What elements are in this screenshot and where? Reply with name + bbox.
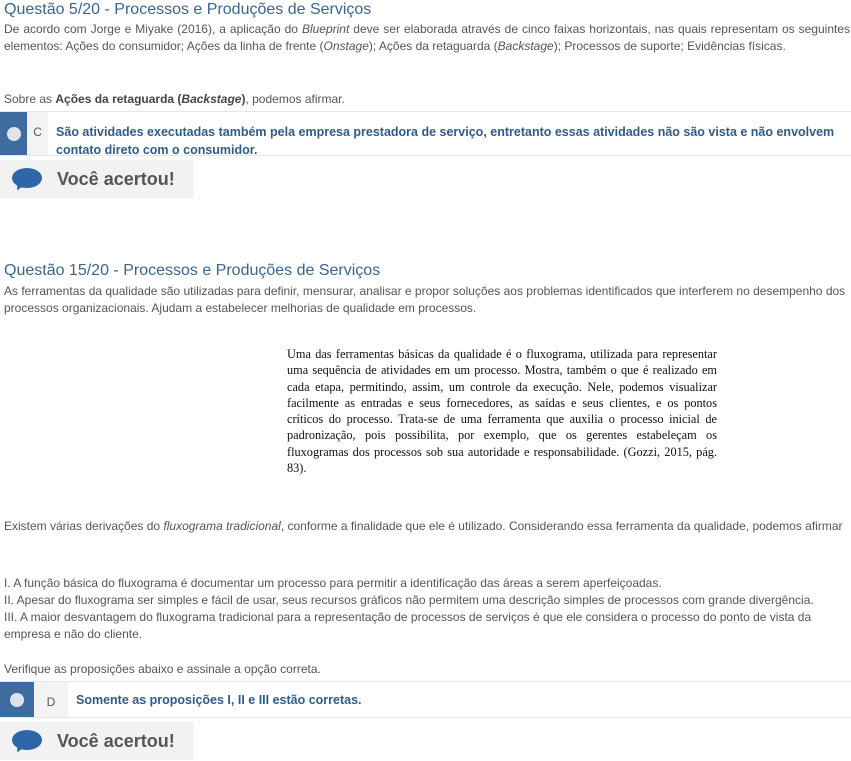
question-5-answer-option[interactable] bbox=[0, 111, 851, 156]
answer-radio[interactable] bbox=[0, 112, 27, 155]
prompt-text: , podemos afirmar. bbox=[245, 92, 345, 106]
answer-letter: D bbox=[34, 682, 68, 717]
radio-selected-icon bbox=[7, 127, 21, 141]
question-15-intro: As ferramentas da qualidade são utilizadas para definir, mensurar, analisar e propor soluções aos problemas identificados que interferem no desempenho dos processos organizacionais. Ajudam a estabelecer melhorias de qualidade em processos. bbox=[4, 284, 846, 315]
question-15-item-3: III. A maior desvantagem do fluxograma tradicional para a representação de processos de serviços é que ele considera o processo do ponto de vista da empresa e não do cliente. bbox=[4, 610, 812, 641]
prompt-bold-text: Ações da retaguarda ( bbox=[55, 92, 182, 106]
answer-radio[interactable] bbox=[0, 682, 34, 717]
statement-text: ); Ações da retaguarda ( bbox=[368, 39, 498, 53]
radio-selected-icon bbox=[10, 693, 24, 707]
statement-italic: Onstage bbox=[323, 39, 369, 53]
feedback-text: Você acertou! bbox=[57, 168, 175, 189]
answer-text: Somente as proposições I, II e III estão corretas. bbox=[76, 693, 362, 707]
question-5-feedback bbox=[0, 160, 194, 198]
answer-letter: C bbox=[27, 112, 48, 155]
question-5-statement bbox=[4, 21, 850, 55]
question-15-derivations bbox=[4, 518, 850, 535]
statement-text: ); Processos de suporte; Evidências físicas. bbox=[553, 39, 786, 53]
prompt-text: Sobre as bbox=[4, 92, 56, 106]
question-5-title: Questão 5/20 - Processos e Produções de Serviços bbox=[4, 1, 372, 18]
statement-italic: Blueprint bbox=[301, 22, 350, 36]
question-15-instruction: Verifique as proposições abaixo e assinale a opção correta. bbox=[4, 662, 321, 676]
feedback-text: Você acertou! bbox=[57, 730, 175, 751]
prompt-bold bbox=[55, 92, 245, 106]
question-15-item-2: II. Apesar do fluxograma ser simples e fácil de usar, seus recursos gráficos não permitem uma descrição simples de processos com grande divergência. bbox=[4, 593, 814, 607]
answer-text: São atividades executadas também pela empresa prestadora de serviço, entretanto essas atividades não são vista e não envolvem contato direto com o consumidor. bbox=[56, 125, 835, 157]
question-15-feedback bbox=[0, 722, 194, 760]
statement-text: deve ser elaborada através de cinco faixas horizontais, nas quais representam os seguintes elementos: Ações do consumidor; Ações da linha de frente ( bbox=[4, 22, 850, 53]
statement-italic: Backstage bbox=[497, 39, 554, 53]
speech-bubble-icon bbox=[12, 168, 42, 190]
question-15-item-1: I. A função básica do fluxograma é documentar um processo para permitir a identificação das áreas a serem aperfeiçoadas. bbox=[4, 576, 662, 590]
derivations-text: , conforme a finalidade que ele é utilizado. Considerando essa ferramenta da qualidade, podemos afirmar bbox=[280, 519, 843, 533]
prompt-bold-italic: Backstage bbox=[181, 92, 242, 106]
question-15-quote: Uma das ferramentas básicas da qualidade é o fluxograma, utilizada para representar uma sequência de atividades em um processo. Mostra, também o que é realizado em cada etapa, permitindo, assim, um controle da execução. Nele, podemos visualizar facilmente as entradas e seus fornecedores, as saídas e seus clientes, e os pontos críticos do processo. Trata-se de uma ferramenta que auxilia o processo inicial de padronização, pois possibilita, por exemplo, que os gerentes estabeleçam os fluxogramas dos processos sob sua autoridade e responsabilidade. (Gozzi, 2015, pág. 83). bbox=[287, 347, 717, 476]
question-15-title: Questão 15/20 - Processos e Produções de Serviços bbox=[4, 262, 381, 279]
derivations-italic: fluxograma tradicional bbox=[163, 519, 281, 533]
prompt-bold-text: ) bbox=[241, 92, 246, 106]
derivations-text: Existem várias derivações do bbox=[4, 519, 164, 533]
question-5-prompt bbox=[4, 91, 345, 108]
speech-bubble-icon bbox=[12, 730, 42, 752]
question-15-answer-option[interactable] bbox=[0, 681, 851, 718]
statement-text: De acordo com Jorge e Miyake (2016), a aplicação do bbox=[4, 22, 302, 36]
